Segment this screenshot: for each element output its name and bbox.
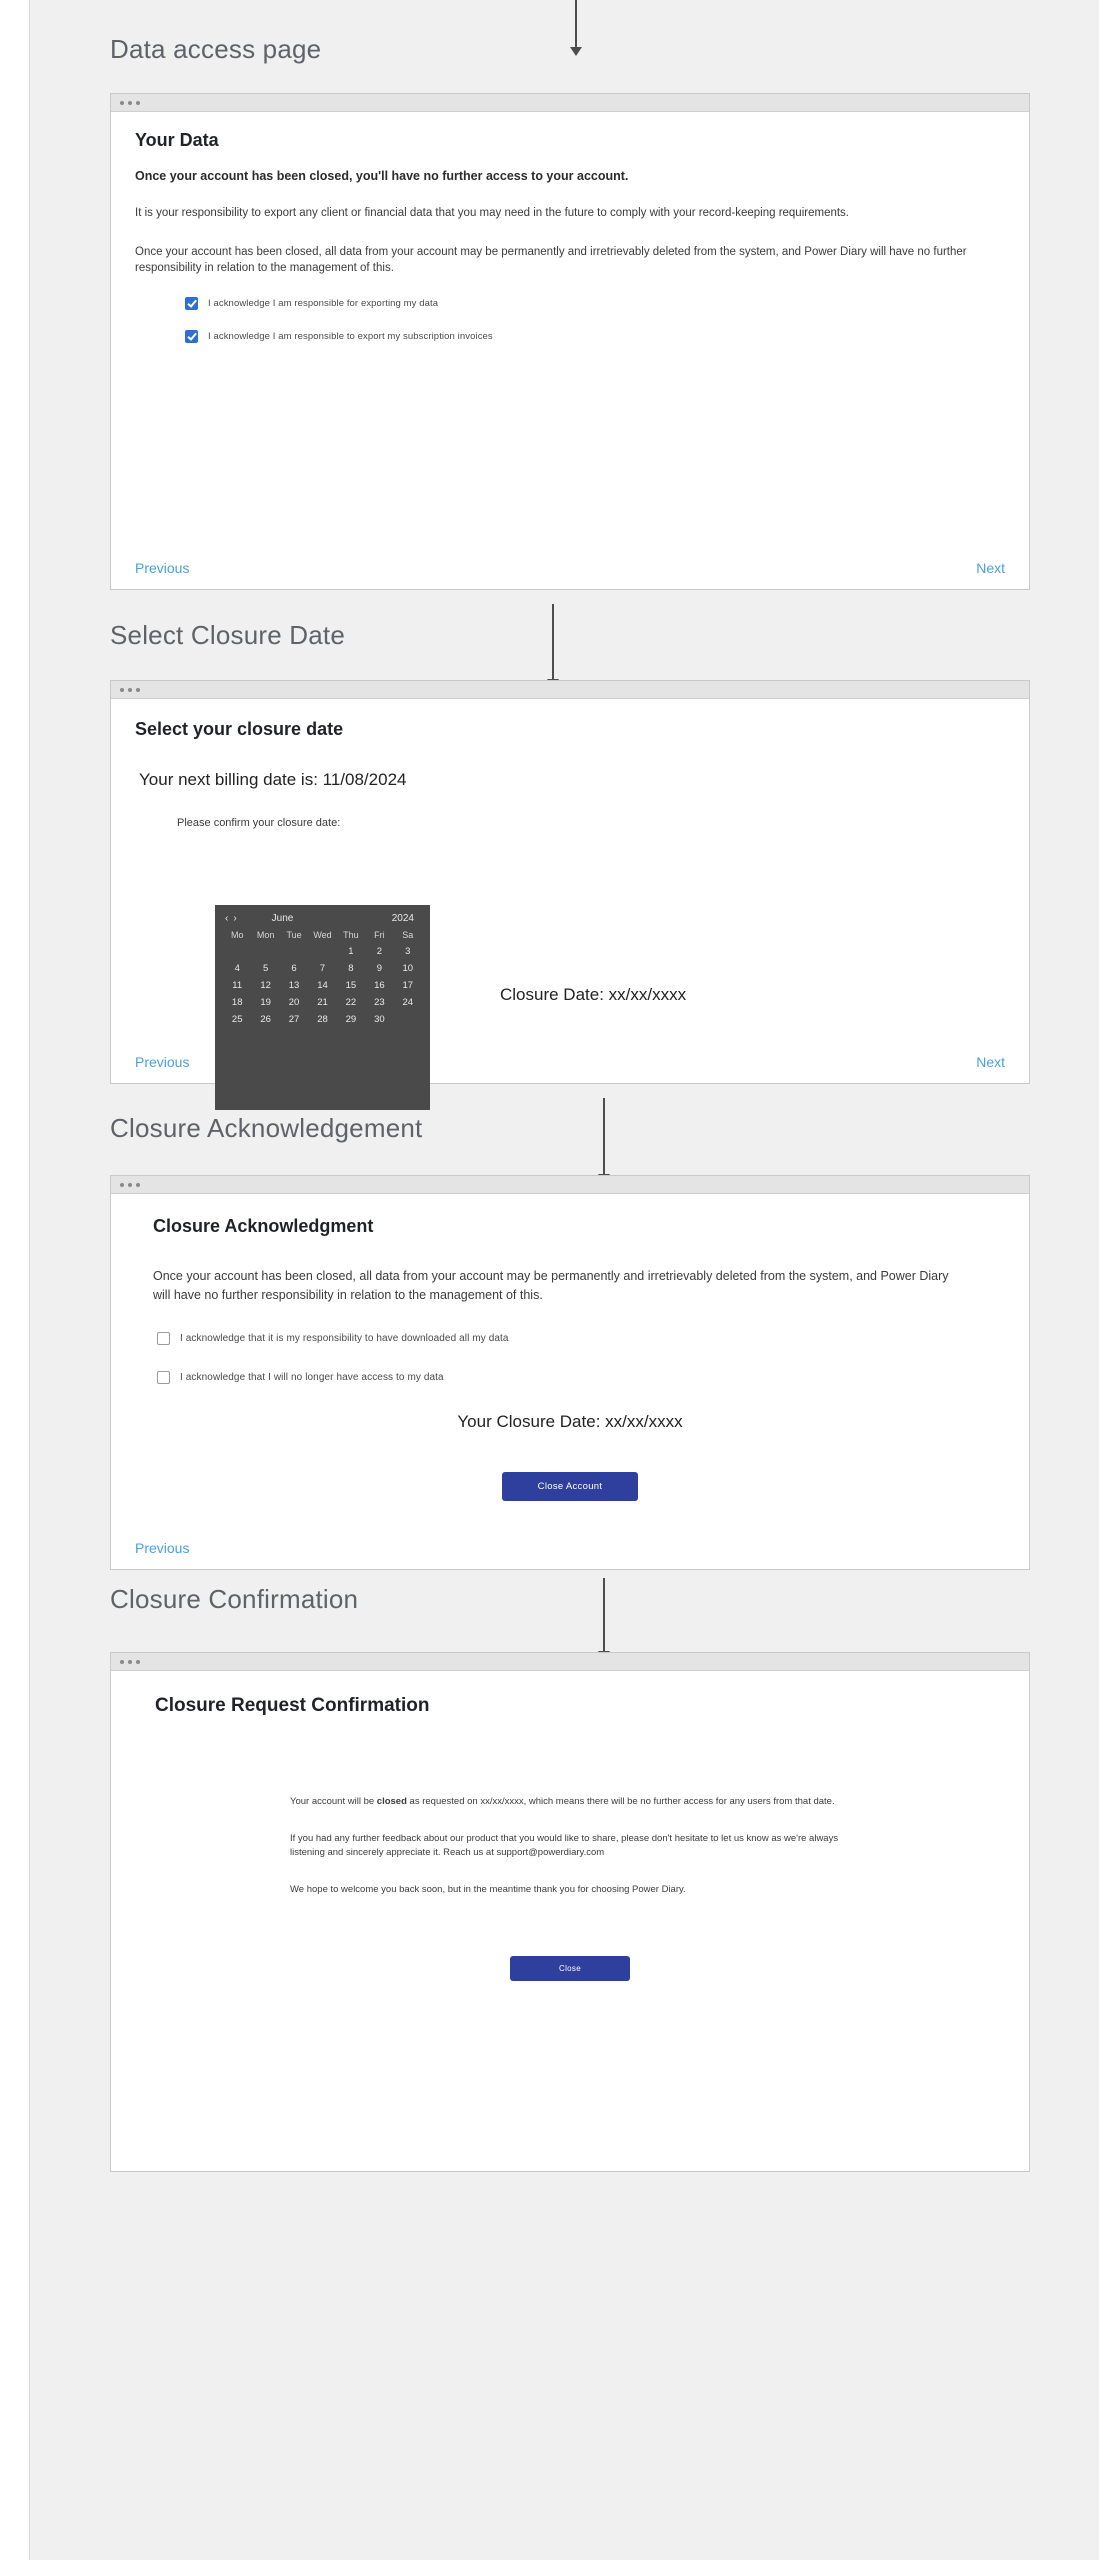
calendar-day[interactable]: 23 [374,997,385,1008]
previous-link[interactable]: Previous [135,1054,190,1070]
page1-checkbox-row-1[interactable] [185,297,1005,310]
calendar-day[interactable]: 16 [374,980,385,991]
calendar-day[interactable]: 3 [405,946,411,957]
card-titlebar [111,681,1029,699]
page1-paragraph-2: Once your account has been closed, all data from your account may be permanently and irretrievably deleted from the system, and Power Diary will have no further responsibility in relation to the management of this. [135,245,967,275]
window-dot-icon [128,1660,132,1664]
page4-para1-post: as requested on xx/xx/xxxx, which means there will be no further access for any users from that date. [406,1796,835,1807]
calendar-day[interactable]: 28 [317,1014,328,1025]
calendar-year-label: 2024 [391,913,414,924]
window-dot-icon [136,101,140,105]
close-button[interactable]: Close [510,1956,630,1981]
page4-paragraph-3: We hope to welcome you back soon, but in the meantime thank you for choosing Power Diary. [290,1884,686,1896]
window-dot-icon [120,688,124,692]
calendar-grid[interactable] [223,930,422,1025]
calendar-day[interactable]: 10 [402,963,414,974]
section-label-select-closure-date: Select Closure Date [110,620,346,650]
card-titlebar [111,1176,1029,1194]
date-picker-calendar[interactable] [215,905,430,1110]
window-dot-icon [120,101,124,105]
calendar-dow: Mon [256,930,275,940]
section-label-closure-confirmation: Closure Confirmation [110,1584,359,1614]
calendar-day[interactable]: 15 [345,980,357,991]
calendar-day[interactable]: 30 [374,1014,385,1025]
calendar-day[interactable]: 27 [288,1014,300,1025]
calendar-prev-icon[interactable]: ‹› [225,913,242,924]
page3-checkbox-row-2[interactable] [157,1371,1005,1384]
calendar-dow: Wed [313,930,332,940]
page4-paragraph-2: If you had any further feedback about our product that you would like to share, please don't hesitate to let us know as we're always listening and sincerely appreciate it. Reach us at support@powerdiary.com [290,1832,839,1859]
calendar-day[interactable]: 4 [234,963,240,974]
confirmation-text-block [290,1795,850,1898]
calendar-day[interactable]: 12 [260,980,271,991]
page-title: Closure Acknowledgment [153,1216,374,1236]
calendar-day[interactable]: 1 [348,946,354,957]
next-link[interactable]: Next [976,1054,1005,1070]
page3-paragraph: Once your account has been closed, all data from your account may be permanently and irretrievably deleted from the system, and Power Diary will have no further responsibility in relation to the management of this. [153,1269,949,1303]
page-title: Select your closure date [135,719,344,739]
previous-link[interactable]: Previous [135,560,190,576]
calendar-day[interactable]: 11 [232,980,243,991]
calendar-day[interactable]: 21 [317,997,328,1008]
page-right-margin [1099,0,1115,2560]
calendar-day[interactable]: 17 [402,980,414,991]
calendar-day[interactable]: 19 [260,997,271,1008]
page4-paragraph-1 [290,1795,850,1810]
page-left-margin [0,0,30,2560]
checkbox-unchecked-icon[interactable] [157,1332,170,1345]
window-dot-icon [120,1183,124,1187]
calendar-day[interactable]: 20 [288,997,300,1008]
calendar-day[interactable]: 9 [376,963,382,974]
card-body [111,1671,1029,2172]
checkbox-checked-icon[interactable] [185,297,198,310]
window-dot-icon [120,1660,124,1664]
calendar-dow: Thu [343,930,359,940]
close-account-button[interactable]: Close Account [502,1472,638,1501]
checkbox-label: I acknowledge I am responsible for exporting my data [208,298,439,310]
calendar-dow: Sa [402,930,414,940]
checkbox-label: I acknowledge that I will no longer have access to my data [180,1371,444,1383]
card-titlebar [111,94,1029,112]
calendar-day[interactable] [223,946,251,957]
page1-lede: Once your account has been closed, you'll have no further access to your account. [135,169,629,183]
calendar-day[interactable]: 22 [345,997,357,1008]
section-label-closure-acknowledgement: Closure Acknowledgement [110,1113,423,1143]
calendar-day[interactable]: 29 [345,1014,357,1025]
your-closure-date: Your Closure Date: xx/xx/xxxx [457,1411,683,1431]
calendar-day[interactable]: 13 [288,980,300,991]
page1-footer [111,560,1029,590]
flow-diagram-canvas [30,0,1099,2560]
checkbox-label: I acknowledge I am responsible to export my subscription invoices [208,331,493,343]
calendar-dow: Fri [374,930,385,940]
window-dot-icon [128,101,132,105]
window-dot-icon [136,1660,140,1664]
page1-checkbox-row-2[interactable] [185,330,1005,343]
calendar-day[interactable]: 2 [376,946,382,957]
calendar-day[interactable]: 5 [262,963,269,974]
card-closure-confirmation [110,1652,1030,2172]
calendar-day[interactable]: 24 [402,997,414,1008]
calendar-day[interactable]: 14 [317,980,328,991]
section-label-data-access: Data access page [110,34,322,64]
calendar-header [223,911,422,930]
calendar-day[interactable] [308,946,336,957]
checkbox-checked-icon[interactable] [185,330,198,343]
checkbox-unchecked-icon[interactable] [157,1371,170,1384]
card-data-access-page [110,93,1030,590]
calendar-dow: Mo [230,930,244,940]
card-body [111,112,1029,590]
calendar-month-label: June [271,913,294,924]
window-dot-icon [128,1183,132,1187]
window-dot-icon [136,1183,140,1187]
calendar-dow: Tue [286,930,302,940]
window-dot-icon [136,688,140,692]
calendar-day[interactable] [251,946,279,957]
page4-para1-bold: closed [376,1796,407,1807]
page3-footer [111,1540,1029,1570]
calendar-day[interactable]: 6 [291,963,297,974]
calendar-day[interactable]: 18 [231,997,243,1008]
next-link[interactable]: Next [976,560,1005,576]
calendar-day[interactable] [394,1014,422,1025]
page3-checkbox-row-1[interactable] [157,1332,1005,1345]
calendar-day[interactable]: 25 [231,1014,243,1025]
calendar-day[interactable]: 26 [260,1014,271,1025]
card-closure-acknowledgement [110,1175,1030,1570]
next-billing-date: Your next billing date is: 11/08/2024 [139,770,407,789]
confirm-closure-instruction: Please confirm your closure date: [177,817,341,829]
page-title: Closure Request Confirmation [155,1695,430,1716]
window-dot-icon [128,688,132,692]
checkbox-label: I acknowledge that it is my responsibility to have downloaded all my data [180,1332,509,1344]
page1-paragraph-1: It is your responsibility to export any client or financial data that you may need in the future to comply with your record-keeping requirements. [135,207,849,219]
card-titlebar [111,1653,1029,1671]
calendar-day[interactable] [280,946,308,957]
card-body [111,1194,1029,1570]
previous-link[interactable]: Previous [135,1540,190,1556]
calendar-day[interactable]: 7 [319,963,326,974]
selected-closure-date: Closure Date: xx/xx/xxxx [500,985,687,1004]
calendar-day[interactable]: 8 [348,963,354,974]
page-title: Your Data [135,130,219,150]
page4-para1-pre: Your account will be [290,1796,377,1807]
